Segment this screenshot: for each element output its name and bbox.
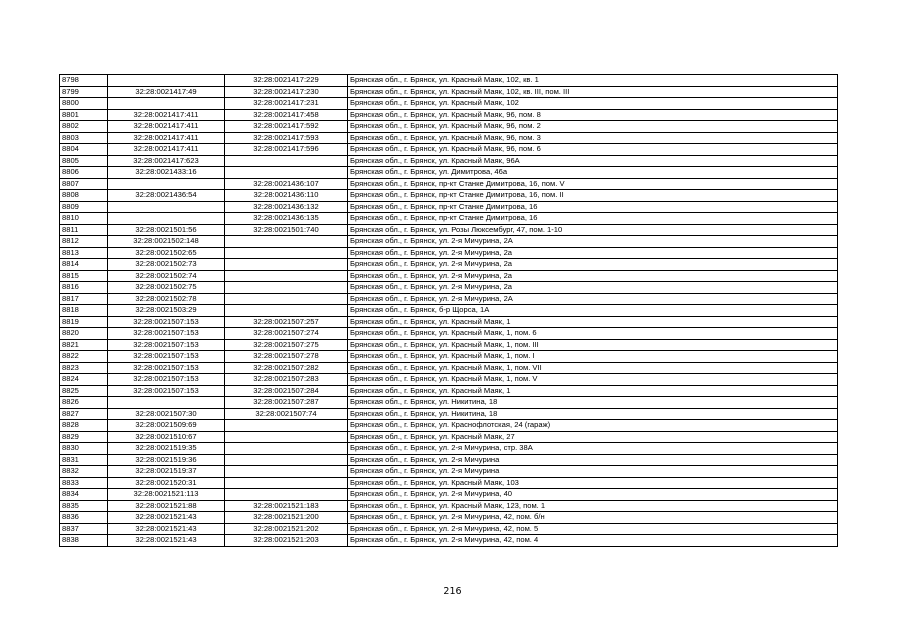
table-row [60, 328, 838, 340]
object-cadastral-number-cell [225, 282, 348, 294]
parcel-cadastral-number-cell: 32:28:0021417:411 [108, 121, 225, 133]
address-cell: Брянская обл., г. Брянск, ул. Красный Маяк, 102 [348, 98, 838, 110]
table-row [60, 443, 838, 455]
row-number-cell: 8817 [60, 293, 108, 305]
address-cell: Брянская обл., г. Брянск, пр-кт Станке Димитрова, 16, пом. II [348, 190, 838, 202]
object-cadastral-number-cell [225, 466, 348, 478]
object-cadastral-number-cell: 32:28:0021501:740 [225, 224, 348, 236]
object-cadastral-number-cell: 32:28:0021417:229 [225, 75, 348, 87]
parcel-cadastral-number-cell: 32:28:0021502:73 [108, 259, 225, 271]
table-row [60, 523, 838, 535]
table-row [60, 374, 838, 386]
table-row [60, 305, 838, 317]
parcel-cadastral-number-cell: 32:28:0021501:56 [108, 224, 225, 236]
object-cadastral-number-cell: 32:28:0021436:132 [225, 201, 348, 213]
table-row [60, 282, 838, 294]
table-row [60, 190, 838, 202]
object-cadastral-number-cell: 32:28:0021436:135 [225, 213, 348, 225]
table-row [60, 408, 838, 420]
address-cell: Брянская обл., г. Брянск, ул. Димитрова, 46а [348, 167, 838, 179]
table-row [60, 75, 838, 87]
row-number-cell: 8801 [60, 109, 108, 121]
row-number-cell: 8818 [60, 305, 108, 317]
row-number-cell: 8823 [60, 362, 108, 374]
row-number-cell: 8828 [60, 420, 108, 432]
row-number-cell: 8820 [60, 328, 108, 340]
table-row [60, 155, 838, 167]
object-cadastral-number-cell: 32:28:0021436:107 [225, 178, 348, 190]
object-cadastral-number-cell [225, 167, 348, 179]
table-row [60, 431, 838, 443]
row-number-cell: 8800 [60, 98, 108, 110]
table-row [60, 420, 838, 432]
row-number-cell: 8805 [60, 155, 108, 167]
row-number-cell: 8812 [60, 236, 108, 248]
object-cadastral-number-cell: 32:28:0021507:257 [225, 316, 348, 328]
row-number-cell: 8807 [60, 178, 108, 190]
address-cell: Брянская обл., г. Брянск, ул. Розы Люксембург, 47, пом. 1-10 [348, 224, 838, 236]
address-cell: Брянская обл., г. Брянск, ул. 2-я Мичурина, 42, пом. 5 [348, 523, 838, 535]
table-row [60, 397, 838, 409]
table-row [60, 132, 838, 144]
parcel-cadastral-number-cell: 32:28:0021503:29 [108, 305, 225, 317]
object-cadastral-number-cell [225, 305, 348, 317]
parcel-cadastral-number-cell [108, 178, 225, 190]
parcel-cadastral-number-cell: 32:28:0021507:153 [108, 316, 225, 328]
row-number-cell: 8814 [60, 259, 108, 271]
table-row [60, 224, 838, 236]
parcel-cadastral-number-cell: 32:28:0021521:88 [108, 500, 225, 512]
address-cell: Брянская обл., г. Брянск, ул. Красный Маяк, 103 [348, 477, 838, 489]
parcel-cadastral-number-cell [108, 98, 225, 110]
row-number-cell: 8803 [60, 132, 108, 144]
table-row [60, 385, 838, 397]
parcel-cadastral-number-cell: 32:28:0021502:74 [108, 270, 225, 282]
table-row [60, 178, 838, 190]
address-cell: Брянская обл., г. Брянск, ул. Красный Маяк, 96А [348, 155, 838, 167]
row-number-cell: 8825 [60, 385, 108, 397]
parcel-cadastral-number-cell: 32:28:0021502:148 [108, 236, 225, 248]
table-row [60, 121, 838, 133]
row-number-cell: 8826 [60, 397, 108, 409]
address-cell: Брянская обл., г. Брянск, ул. 2-я Мичурина, 42, пом. 4 [348, 535, 838, 547]
parcel-cadastral-number-cell: 32:28:0021507:30 [108, 408, 225, 420]
table-row [60, 86, 838, 98]
parcel-cadastral-number-cell: 32:28:0021507:153 [108, 328, 225, 340]
address-cell: Брянская обл., г. Брянск, ул. 2-я Мичурина, 2А [348, 293, 838, 305]
parcel-cadastral-number-cell: 32:28:0021433:16 [108, 167, 225, 179]
row-number-cell: 8804 [60, 144, 108, 156]
row-number-cell: 8831 [60, 454, 108, 466]
object-cadastral-number-cell [225, 431, 348, 443]
table-row [60, 213, 838, 225]
row-number-cell: 8810 [60, 213, 108, 225]
parcel-cadastral-number-cell: 32:28:0021519:37 [108, 466, 225, 478]
object-cadastral-number-cell [225, 155, 348, 167]
table-row [60, 489, 838, 501]
address-cell: Брянская обл., г. Брянск, ул. Красный Маяк, 102, кв. III, пом. III [348, 86, 838, 98]
parcel-cadastral-number-cell: 32:28:0021507:153 [108, 362, 225, 374]
table-row [60, 270, 838, 282]
object-cadastral-number-cell: 32:28:0021417:231 [225, 98, 348, 110]
address-cell: Брянская обл., г. Брянск, ул. Красный Маяк, 96, пом. 2 [348, 121, 838, 133]
row-number-cell: 8837 [60, 523, 108, 535]
row-number-cell: 8809 [60, 201, 108, 213]
parcel-cadastral-number-cell [108, 213, 225, 225]
row-number-cell: 8811 [60, 224, 108, 236]
registry-table-body [60, 75, 838, 547]
address-cell: Брянская обл., г. Брянск, пр-кт Станке Димитрова, 16, пом. V [348, 178, 838, 190]
row-number-cell: 8822 [60, 351, 108, 363]
address-cell: Брянская обл., г. Брянск, ул. Красный Маяк, 1, пом. V [348, 374, 838, 386]
address-cell: Брянская обл., г. Брянск, ул. Никитина, 18 [348, 408, 838, 420]
parcel-cadastral-number-cell: 32:28:0021417:49 [108, 86, 225, 98]
address-cell: Брянская обл., г. Брянск, ул. 2-я Мичурина [348, 466, 838, 478]
object-cadastral-number-cell: 32:28:0021521:183 [225, 500, 348, 512]
row-number-cell: 8834 [60, 489, 108, 501]
parcel-cadastral-number-cell: 32:28:0021507:153 [108, 351, 225, 363]
object-cadastral-number-cell: 32:28:0021507:282 [225, 362, 348, 374]
row-number-cell: 8827 [60, 408, 108, 420]
object-cadastral-number-cell [225, 270, 348, 282]
table-row [60, 201, 838, 213]
object-cadastral-number-cell [225, 293, 348, 305]
table-row [60, 500, 838, 512]
address-cell: Брянская обл., г. Брянск, ул. Красный Маяк, 1, пом. I [348, 351, 838, 363]
parcel-cadastral-number-cell: 32:28:0021502:65 [108, 247, 225, 259]
table-row [60, 98, 838, 110]
row-number-cell: 8830 [60, 443, 108, 455]
address-cell: Брянская обл., г. Брянск, ул. 2-я Мичурина, 2а [348, 259, 838, 271]
parcel-cadastral-number-cell: 32:28:0021436:54 [108, 190, 225, 202]
address-cell: Брянская обл., г. Брянск, ул. 2-я Мичурина, 40 [348, 489, 838, 501]
address-cell: Брянская обл., г. Брянск, ул. Красный Маяк, 1, пом. VII [348, 362, 838, 374]
object-cadastral-number-cell [225, 454, 348, 466]
parcel-cadastral-number-cell: 32:28:0021519:36 [108, 454, 225, 466]
address-cell: Брянская обл., г. Брянск, ул. 2-я Мичурина [348, 454, 838, 466]
row-number-cell: 8819 [60, 316, 108, 328]
row-number-cell: 8836 [60, 512, 108, 524]
address-cell: Брянская обл., г. Брянск, б-р Щорса, 1А [348, 305, 838, 317]
parcel-cadastral-number-cell: 32:28:0021509:69 [108, 420, 225, 432]
table-row [60, 293, 838, 305]
address-cell: Брянская обл., г. Брянск, ул. 2-я Мичурина, стр. 38А [348, 443, 838, 455]
object-cadastral-number-cell: 32:28:0021507:283 [225, 374, 348, 386]
table-row [60, 477, 838, 489]
table-row [60, 362, 838, 374]
table-row [60, 466, 838, 478]
row-number-cell: 8829 [60, 431, 108, 443]
row-number-cell: 8816 [60, 282, 108, 294]
parcel-cadastral-number-cell: 32:28:0021510:67 [108, 431, 225, 443]
address-cell: Брянская обл., г. Брянск, ул. 2-я Мичурина, 2а [348, 282, 838, 294]
parcel-cadastral-number-cell: 32:28:0021521:43 [108, 512, 225, 524]
parcel-cadastral-number-cell: 32:28:0021507:153 [108, 385, 225, 397]
row-number-cell: 8815 [60, 270, 108, 282]
parcel-cadastral-number-cell: 32:28:0021417:411 [108, 132, 225, 144]
row-number-cell: 8824 [60, 374, 108, 386]
object-cadastral-number-cell [225, 477, 348, 489]
object-cadastral-number-cell: 32:28:0021507:287 [225, 397, 348, 409]
parcel-cadastral-number-cell: 32:28:0021502:78 [108, 293, 225, 305]
row-number-cell: 8813 [60, 247, 108, 259]
address-cell: Брянская обл., г. Брянск, пр-кт Станке Димитрова, 16 [348, 201, 838, 213]
object-cadastral-number-cell: 32:28:0021417:593 [225, 132, 348, 144]
address-cell: Брянская обл., г. Брянск, ул. Красный Маяк, 27 [348, 431, 838, 443]
object-cadastral-number-cell [225, 247, 348, 259]
address-cell: Брянская обл., г. Брянск, ул. Красный Маяк, 96, пом. 8 [348, 109, 838, 121]
table-row [60, 144, 838, 156]
table-row [60, 535, 838, 547]
address-cell: Брянская обл., г. Брянск, ул. Красный Маяк, 96, пом. 3 [348, 132, 838, 144]
object-cadastral-number-cell: 32:28:0021507:278 [225, 351, 348, 363]
parcel-cadastral-number-cell: 32:28:0021519:35 [108, 443, 225, 455]
table-row [60, 259, 838, 271]
object-cadastral-number-cell: 32:28:0021507:284 [225, 385, 348, 397]
object-cadastral-number-cell: 32:28:0021521:203 [225, 535, 348, 547]
table-row [60, 247, 838, 259]
object-cadastral-number-cell: 32:28:0021417:596 [225, 144, 348, 156]
address-cell: Брянская обл., г. Брянск, ул. 2-я Мичурина, 42, пом. б/н [348, 512, 838, 524]
parcel-cadastral-number-cell: 32:28:0021507:153 [108, 374, 225, 386]
row-number-cell: 8835 [60, 500, 108, 512]
parcel-cadastral-number-cell: 32:28:0021507:153 [108, 339, 225, 351]
parcel-cadastral-number-cell: 32:28:0021521:43 [108, 535, 225, 547]
address-cell: Брянская обл., г. Брянск, ул. Красный Маяк, 96, пом. 6 [348, 144, 838, 156]
object-cadastral-number-cell: 32:28:0021507:275 [225, 339, 348, 351]
row-number-cell: 8802 [60, 121, 108, 133]
object-cadastral-number-cell [225, 443, 348, 455]
registry-table [59, 74, 838, 547]
parcel-cadastral-number-cell: 32:28:0021502:75 [108, 282, 225, 294]
parcel-cadastral-number-cell: 32:28:0021417:623 [108, 155, 225, 167]
object-cadastral-number-cell: 32:28:0021417:458 [225, 109, 348, 121]
object-cadastral-number-cell: 32:28:0021507:274 [225, 328, 348, 340]
parcel-cadastral-number-cell: 32:28:0021417:411 [108, 144, 225, 156]
row-number-cell: 8821 [60, 339, 108, 351]
table-row [60, 236, 838, 248]
object-cadastral-number-cell: 32:28:0021521:200 [225, 512, 348, 524]
row-number-cell: 8798 [60, 75, 108, 87]
address-cell: Брянская обл., г. Брянск, ул. Красный Маяк, 1 [348, 385, 838, 397]
page-number: 216 [443, 586, 462, 597]
address-cell: Брянская обл., г. Брянск, ул. Краснофлотская, 24 (гараж) [348, 420, 838, 432]
table-row [60, 109, 838, 121]
object-cadastral-number-cell: 32:28:0021436:110 [225, 190, 348, 202]
address-cell: Брянская обл., г. Брянск, ул. 2-я Мичурина, 2а [348, 270, 838, 282]
row-number-cell: 8833 [60, 477, 108, 489]
row-number-cell: 8808 [60, 190, 108, 202]
address-cell: Брянская обл., г. Брянск, ул. 2-я Мичурина, 2А [348, 236, 838, 248]
object-cadastral-number-cell [225, 259, 348, 271]
object-cadastral-number-cell [225, 236, 348, 248]
table-row [60, 339, 838, 351]
parcel-cadastral-number-cell: 32:28:0021520:31 [108, 477, 225, 489]
table-row [60, 454, 838, 466]
parcel-cadastral-number-cell: 32:28:0021521:113 [108, 489, 225, 501]
address-cell: Брянская обл., г. Брянск, ул. Красный Маяк, 1, пом. 6 [348, 328, 838, 340]
parcel-cadastral-number-cell [108, 201, 225, 213]
row-number-cell: 8806 [60, 167, 108, 179]
object-cadastral-number-cell: 32:28:0021417:592 [225, 121, 348, 133]
address-cell: Брянская обл., г. Брянск, ул. Никитина, 18 [348, 397, 838, 409]
object-cadastral-number-cell: 32:28:0021417:230 [225, 86, 348, 98]
parcel-cadastral-number-cell: 32:28:0021417:411 [108, 109, 225, 121]
address-cell: Брянская обл., г. Брянск, ул. Красный Маяк, 1 [348, 316, 838, 328]
address-cell: Брянская обл., г. Брянск, ул. Красный Маяк, 102, кв. 1 [348, 75, 838, 87]
row-number-cell: 8838 [60, 535, 108, 547]
object-cadastral-number-cell [225, 420, 348, 432]
address-cell: Брянская обл., г. Брянск, ул. Красный Маяк, 1, пом. III [348, 339, 838, 351]
object-cadastral-number-cell [225, 489, 348, 501]
table-row [60, 351, 838, 363]
row-number-cell: 8799 [60, 86, 108, 98]
object-cadastral-number-cell: 32:28:0021521:202 [225, 523, 348, 535]
table-row [60, 316, 838, 328]
address-cell: Брянская обл., г. Брянск, ул. 2-я Мичурина, 2а [348, 247, 838, 259]
table-row [60, 167, 838, 179]
object-cadastral-number-cell: 32:28:0021507:74 [225, 408, 348, 420]
parcel-cadastral-number-cell [108, 397, 225, 409]
table-row [60, 512, 838, 524]
parcel-cadastral-number-cell: 32:28:0021521:43 [108, 523, 225, 535]
row-number-cell: 8832 [60, 466, 108, 478]
parcel-cadastral-number-cell [108, 75, 225, 87]
address-cell: Брянская обл., г. Брянск, ул. Красный Маяк, 123, пом. 1 [348, 500, 838, 512]
address-cell: Брянская обл., г. Брянск, пр-кт Станке Димитрова, 16 [348, 213, 838, 225]
